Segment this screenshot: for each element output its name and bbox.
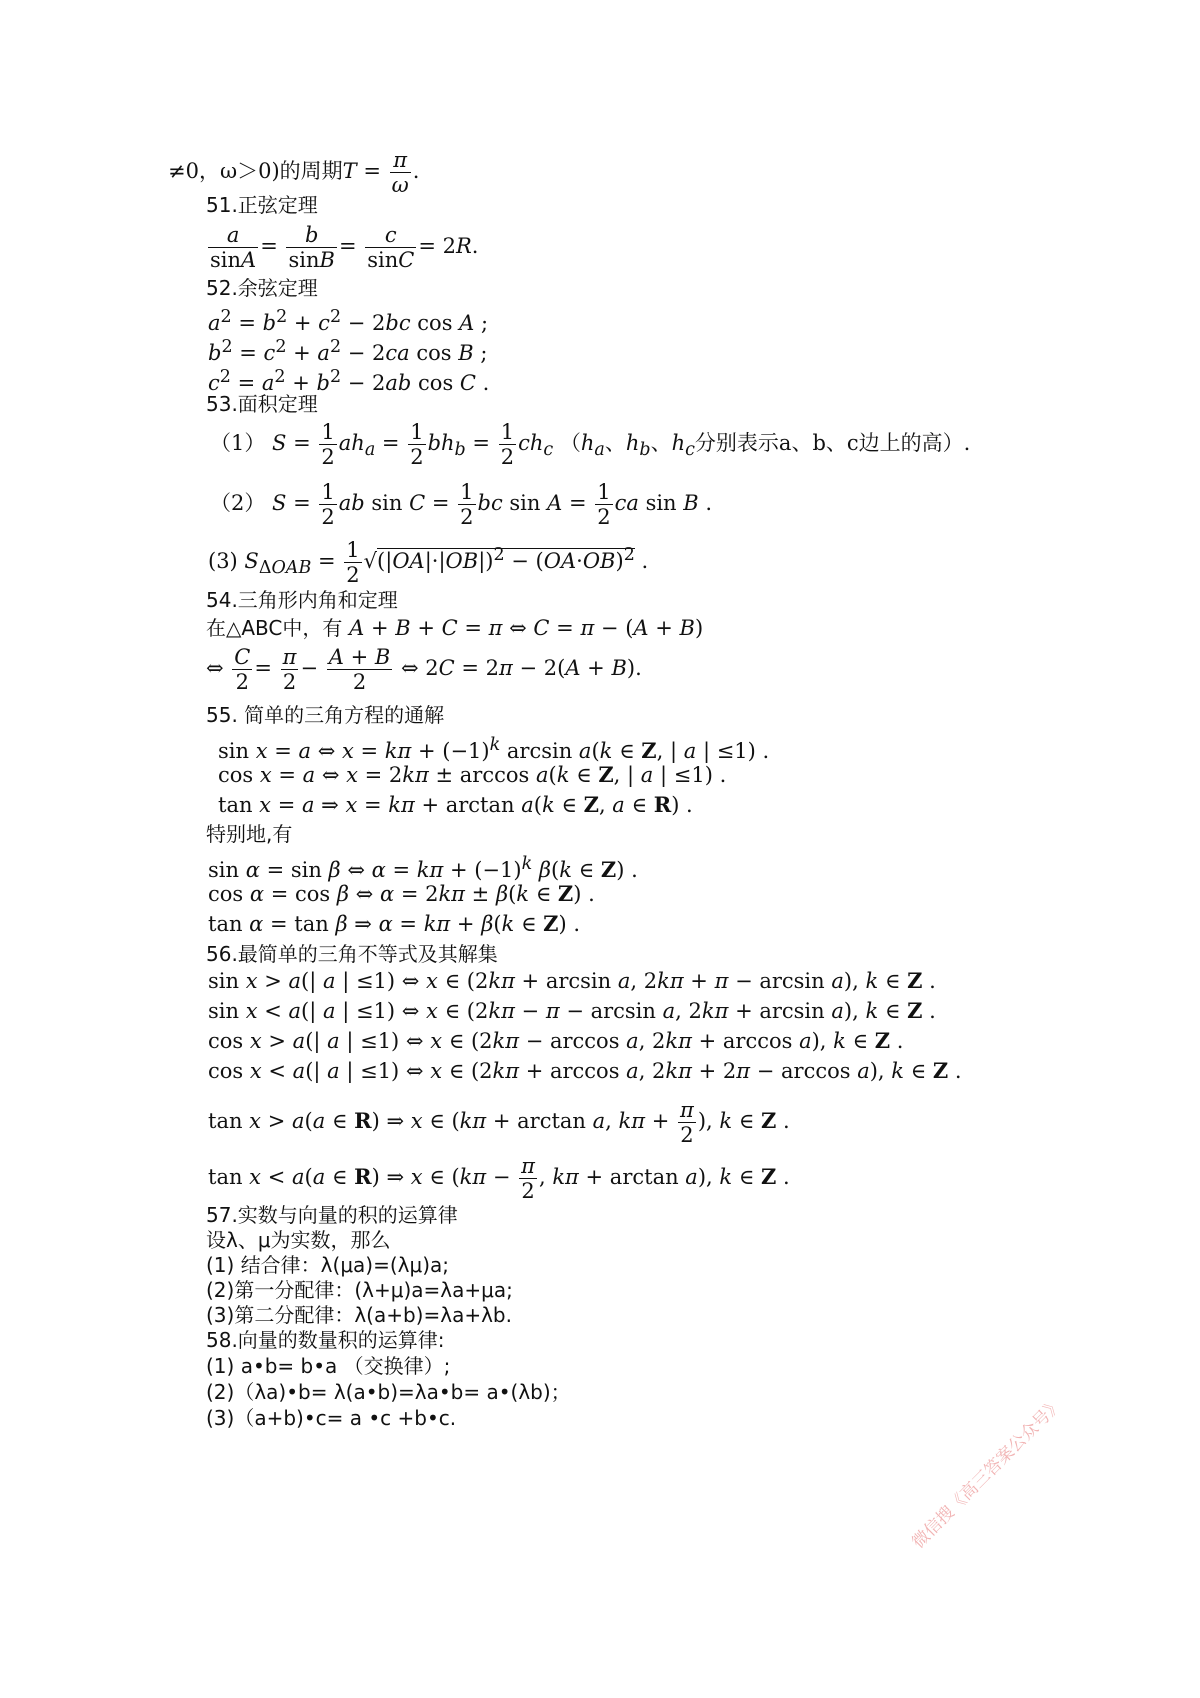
formula-line: (3) $S_{\Delta OAB}$ = $\frac{1}{2}$ $√(|OA|\cdot|OB|)^2 - (OA\cdot OB)^2$ . bbox=[208, 538, 649, 587]
section-heading-58: 58.向量的数量积的运算律: bbox=[206, 1328, 445, 1352]
formula-line: tan x > a(a ∈ R) ⇒ x ∈ (kπ + arctan a, kπ + $\frac{\pi}{2}$ ), k ∈ Z . bbox=[208, 1098, 790, 1147]
section-heading-52: 52.余弦定理 bbox=[206, 276, 318, 300]
formula-line: ≠0，ω＞0)的周期T = $\frac{\pi}{\omega}$ . bbox=[168, 148, 420, 197]
paragraph: (2)第一分配律：(λ+μ)a=λa+μa; bbox=[206, 1278, 513, 1302]
paragraph: (1) a•b= b•a （交换律）; bbox=[206, 1354, 451, 1378]
fraction: $\frac{\pi}{\omega}$ bbox=[391, 148, 409, 197]
formula-line: cos x > a(| a | ≤1) ⇔ x ∈ (2kπ − arccos a, 2kπ + arccos a), k ∈ Z . bbox=[208, 1028, 904, 1053]
section-heading-56: 56.最简单的三角不等式及其解集 bbox=[206, 942, 498, 966]
paragraph: (3)第二分配律：λ(a+b)=λa+λb. bbox=[206, 1303, 512, 1327]
formula-line: （1） S = $\frac{1}{2}$ $ah_a$ = $\frac{1}{2}$ $bh_b$ = $\frac{1}{2}$ $ch_c$ （$h_a$、$h_b$、$h_c$分别表示a、b、c边上的高）. bbox=[210, 420, 971, 469]
formula-line: cos x = a ⇔ x = 2kπ ± arccos a(k ∈ Z, | a | ≤1) . bbox=[218, 762, 727, 787]
section-heading-55: 55. 简单的三角方程的通解 bbox=[206, 703, 445, 727]
formula-line: sin x < a(| a | ≤1) ⇔ x ∈ (2kπ − π − arcsin a, 2kπ + arcsin a), k ∈ Z . bbox=[208, 998, 936, 1023]
formula-line: $c^2 = a^2 + b^2 - 2ab$ cos C . bbox=[208, 367, 490, 395]
formula-line: sin x > a(| a | ≤1) ⇔ x ∈ (2kπ + arcsin a, 2kπ + π − arcsin a), k ∈ Z . bbox=[208, 968, 936, 993]
paragraph: 设λ、μ为实数，那么 bbox=[206, 1228, 391, 1252]
formula-line: tan α = tan β ⇒ α = kπ + β(k ∈ Z) . bbox=[208, 911, 581, 936]
formula-line: tan x = a ⇒ x = kπ + arctan a(k ∈ Z, a ∈ R) . bbox=[218, 792, 693, 817]
formula-line: ⇔ $\frac{C}{2}$ = $\frac{\pi}{2}$ − $\frac{A + B}{2}$ ⇔ 2C = 2π − 2(A + B). bbox=[206, 645, 642, 694]
section-heading-51: 51.正弦定理 bbox=[206, 193, 318, 217]
section-heading-53: 53.面积定理 bbox=[206, 392, 318, 416]
section-heading-57: 57.实数与向量的积的运算律 bbox=[206, 1203, 458, 1227]
paragraph: (1) 结合律：λ(μa)=(λμ)a; bbox=[206, 1253, 450, 1277]
formula-line: $a^2 = b^2 + c^2 - 2bc$ cos A ; bbox=[208, 307, 489, 335]
formula-line: $b^2 = c^2 + a^2 - 2ca$ cos B ; bbox=[208, 337, 488, 365]
section-heading-54: 54.三角形内角和定理 bbox=[206, 588, 398, 612]
formula-line: tan x < a(a ∈ R) ⇒ x ∈ (kπ − $\frac{\pi}{2}$ , kπ + arctan a), k ∈ Z . bbox=[208, 1154, 790, 1203]
paragraph: (2)（λa)•b= λ(a•b)=λa•b= a•(λb)； bbox=[206, 1380, 571, 1404]
formula-line: cos x < a(| a | ≤1) ⇔ x ∈ (2kπ + arccos a, 2kπ + 2π − arccos a), k ∈ Z . bbox=[208, 1058, 962, 1083]
watermark: 微信搜《高三答案公众号》 bbox=[908, 1394, 1067, 1553]
formula-line: 在△ABC中，有 A + B + C = π ⇔ C = π − (A + B) bbox=[206, 616, 704, 640]
formula-line: $\frac{a}{\sin A}$ = $\frac{b}{\sin B}$ = $\frac{c}{\sin C}$ = 2R. bbox=[210, 223, 479, 272]
paragraph: (3)（a+b)•c= a •c +b•c. bbox=[206, 1406, 457, 1430]
formula-line: （2） S = $\frac{1}{2}$ ab sin C = $\frac{1}{2}$ bc sin A = $\frac{1}{2}$ ca sin B . bbox=[210, 480, 713, 529]
formula-line: sin α = sin β ⇔ $\alpha = k\pi + (-1)^k$ β(k ∈ Z) . bbox=[208, 854, 638, 882]
paragraph: 特别地,有 bbox=[206, 822, 293, 846]
formula-line: cos α = cos β ⇔ α = 2kπ ± β(k ∈ Z) . bbox=[208, 881, 595, 906]
formula-line: sin x = a ⇔ $x = k\pi + (-1)^k$ arcsin a(k ∈ Z, | a | ≤1) . bbox=[218, 735, 770, 763]
